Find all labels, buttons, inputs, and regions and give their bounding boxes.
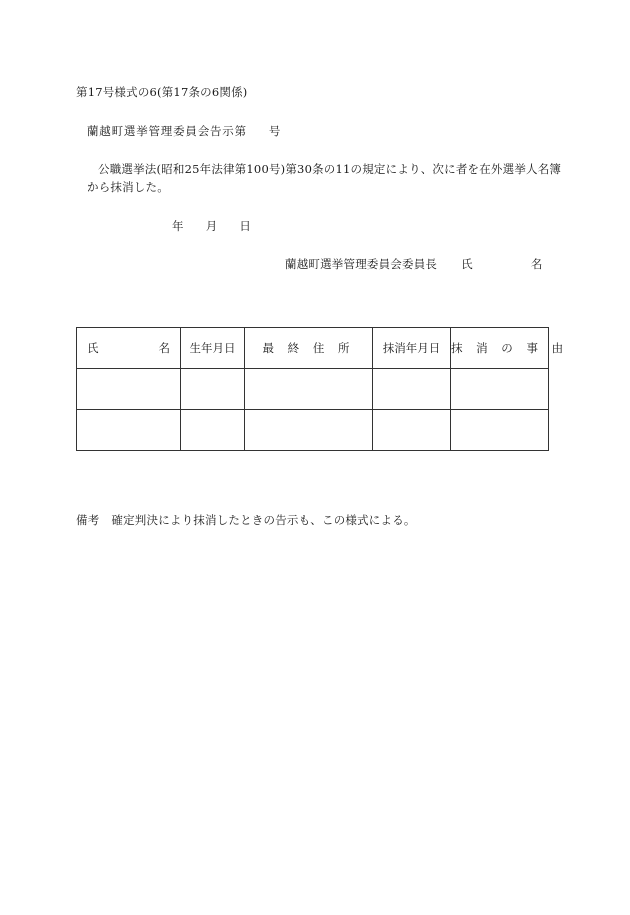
header-name-right: 名: [158, 341, 170, 355]
remarks-label: 備考: [76, 513, 100, 527]
cell-name: [77, 410, 181, 451]
header-birthdate: 生年月日: [181, 328, 245, 369]
cell-last-address: [245, 369, 373, 410]
notice-title-suffix: 号: [268, 124, 282, 138]
cell-birthdate: [181, 410, 245, 451]
date-day-label: 日: [239, 219, 252, 233]
header-last-address: 最 終 住 所: [245, 328, 373, 369]
table-row: [77, 410, 549, 451]
body-text-line-2: から抹消した。: [87, 180, 169, 194]
cell-last-address: [245, 410, 373, 451]
date-line: [172, 218, 251, 234]
form-number-header: 第17号様式の6(第17条の6関係): [76, 85, 248, 99]
cell-removal-date: [373, 410, 451, 451]
remarks-text: 確定判決により抹消したときの告示も、この様式による。: [111, 513, 416, 527]
notice-title-prefix: 蘭越町選挙管理委員会告示第: [87, 124, 247, 138]
removal-register-table: [76, 327, 569, 451]
notice-title: [87, 123, 281, 139]
header-name: [77, 328, 181, 369]
chair-name-label-left: 氏: [461, 257, 473, 271]
chair-title: 蘭越町選挙管理委員会委員長: [285, 257, 438, 271]
cell-removal-date: [373, 369, 451, 410]
date-month-label: 月: [205, 219, 218, 233]
chair-name-label-right: 名: [530, 257, 543, 271]
chair-signature-line: [285, 256, 543, 272]
cell-name: [77, 369, 181, 410]
header-reason: 抹 消 の 事 由: [451, 328, 549, 369]
body-text-line-1: 公職選挙法(昭和25年法律第100号)第30条の11の規定により、次に者を在外選挙人名簿: [98, 162, 562, 176]
cell-reason: [451, 410, 549, 451]
cell-reason: [451, 369, 549, 410]
cell-birthdate: [181, 369, 245, 410]
remarks-line: [76, 512, 416, 528]
table-row: [77, 369, 549, 410]
table-header-row: [77, 328, 549, 369]
date-year-label: 年: [172, 219, 184, 233]
header-name-left: 氏: [87, 341, 99, 355]
header-removal-date: 抹消年月日: [373, 328, 451, 369]
